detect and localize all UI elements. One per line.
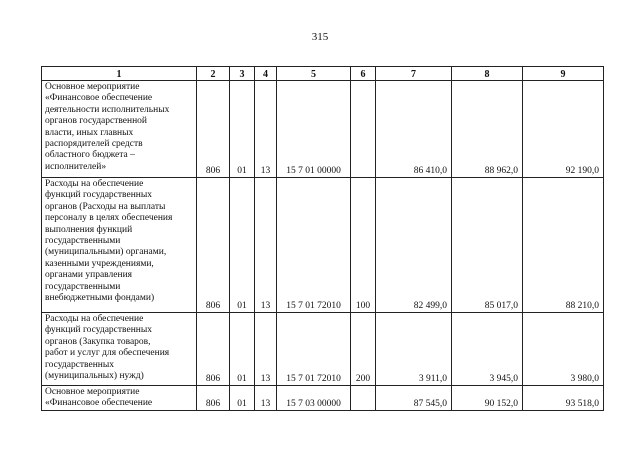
cell-code: 806 [197,178,230,313]
cell-amount-1: 3 911,0 [376,313,452,386]
header-row [42,67,604,81]
col-header-5: 5 [277,67,351,81]
budget-table [41,66,604,411]
cell-code: 806 [197,81,230,178]
cell-subsection: 13 [255,386,277,411]
cell-target-article: 15 7 01 72010 [277,313,351,386]
cell-target-article: 15 7 01 72010 [277,178,351,313]
cell-amount-3: 88 210,0 [523,178,604,313]
cell-amount-3: 92 190,0 [523,81,604,178]
cell-amount-2: 85 017,0 [452,178,523,313]
cell-amount-2: 88 962,0 [452,81,523,178]
col-header-1: 1 [42,67,197,81]
table-row [42,313,604,386]
cell-expense-type [351,386,376,411]
cell-code: 806 [197,313,230,386]
cell-target-article: 15 7 03 00000 [277,386,351,411]
cell-expense-type [351,81,376,178]
cell-amount-1: 82 499,0 [376,178,452,313]
cell-section: 01 [230,81,255,178]
table-row [42,386,604,411]
table-row [42,178,604,313]
cell-section: 01 [230,386,255,411]
cell-section: 01 [230,313,255,386]
col-header-4: 4 [255,67,277,81]
cell-code: 806 [197,386,230,411]
cell-section: 01 [230,178,255,313]
cell-subsection: 13 [255,81,277,178]
cell-expense-type: 100 [351,178,376,313]
cell-amount-1: 87 545,0 [376,386,452,411]
page-number: 315 [311,31,329,43]
col-header-3: 3 [230,67,255,81]
row-description: Основное мероприятие «Финансовое обеспечение деятельности исполнительных органов государственной власти, иных главных распорядителей средств областного бюджета – исполнителей» [42,81,197,178]
cell-amount-2: 90 152,0 [452,386,523,411]
cell-amount-3: 3 980,0 [523,313,604,386]
row-description: Основное мероприятие «Финансовое обеспечение [42,386,197,411]
col-header-2: 2 [197,67,230,81]
cell-amount-2: 3 945,0 [452,313,523,386]
col-header-9: 9 [523,67,604,81]
cell-subsection: 13 [255,313,277,386]
col-header-8: 8 [452,67,523,81]
row-description: Расходы на обеспечение функций государственных органов (Закупка товаров, работ и услуг для обеспечения государственных (муниципальных) нужд) [42,313,197,386]
table-row [42,81,604,178]
cell-target-article: 15 7 01 00000 [277,81,351,178]
cell-amount-3: 93 518,0 [523,386,604,411]
col-header-7: 7 [376,67,452,81]
cell-expense-type: 200 [351,313,376,386]
cell-amount-1: 86 410,0 [376,81,452,178]
cell-subsection: 13 [255,178,277,313]
col-header-6: 6 [351,67,376,81]
row-description: Расходы на обеспечение функций государственных органов (Расходы на выплаты персоналу в целях обеспечения выполнения функций государственными (муниципальными) органами, казенными учреждениями, органами управления государственными внебюджетными фондами) [42,178,197,313]
